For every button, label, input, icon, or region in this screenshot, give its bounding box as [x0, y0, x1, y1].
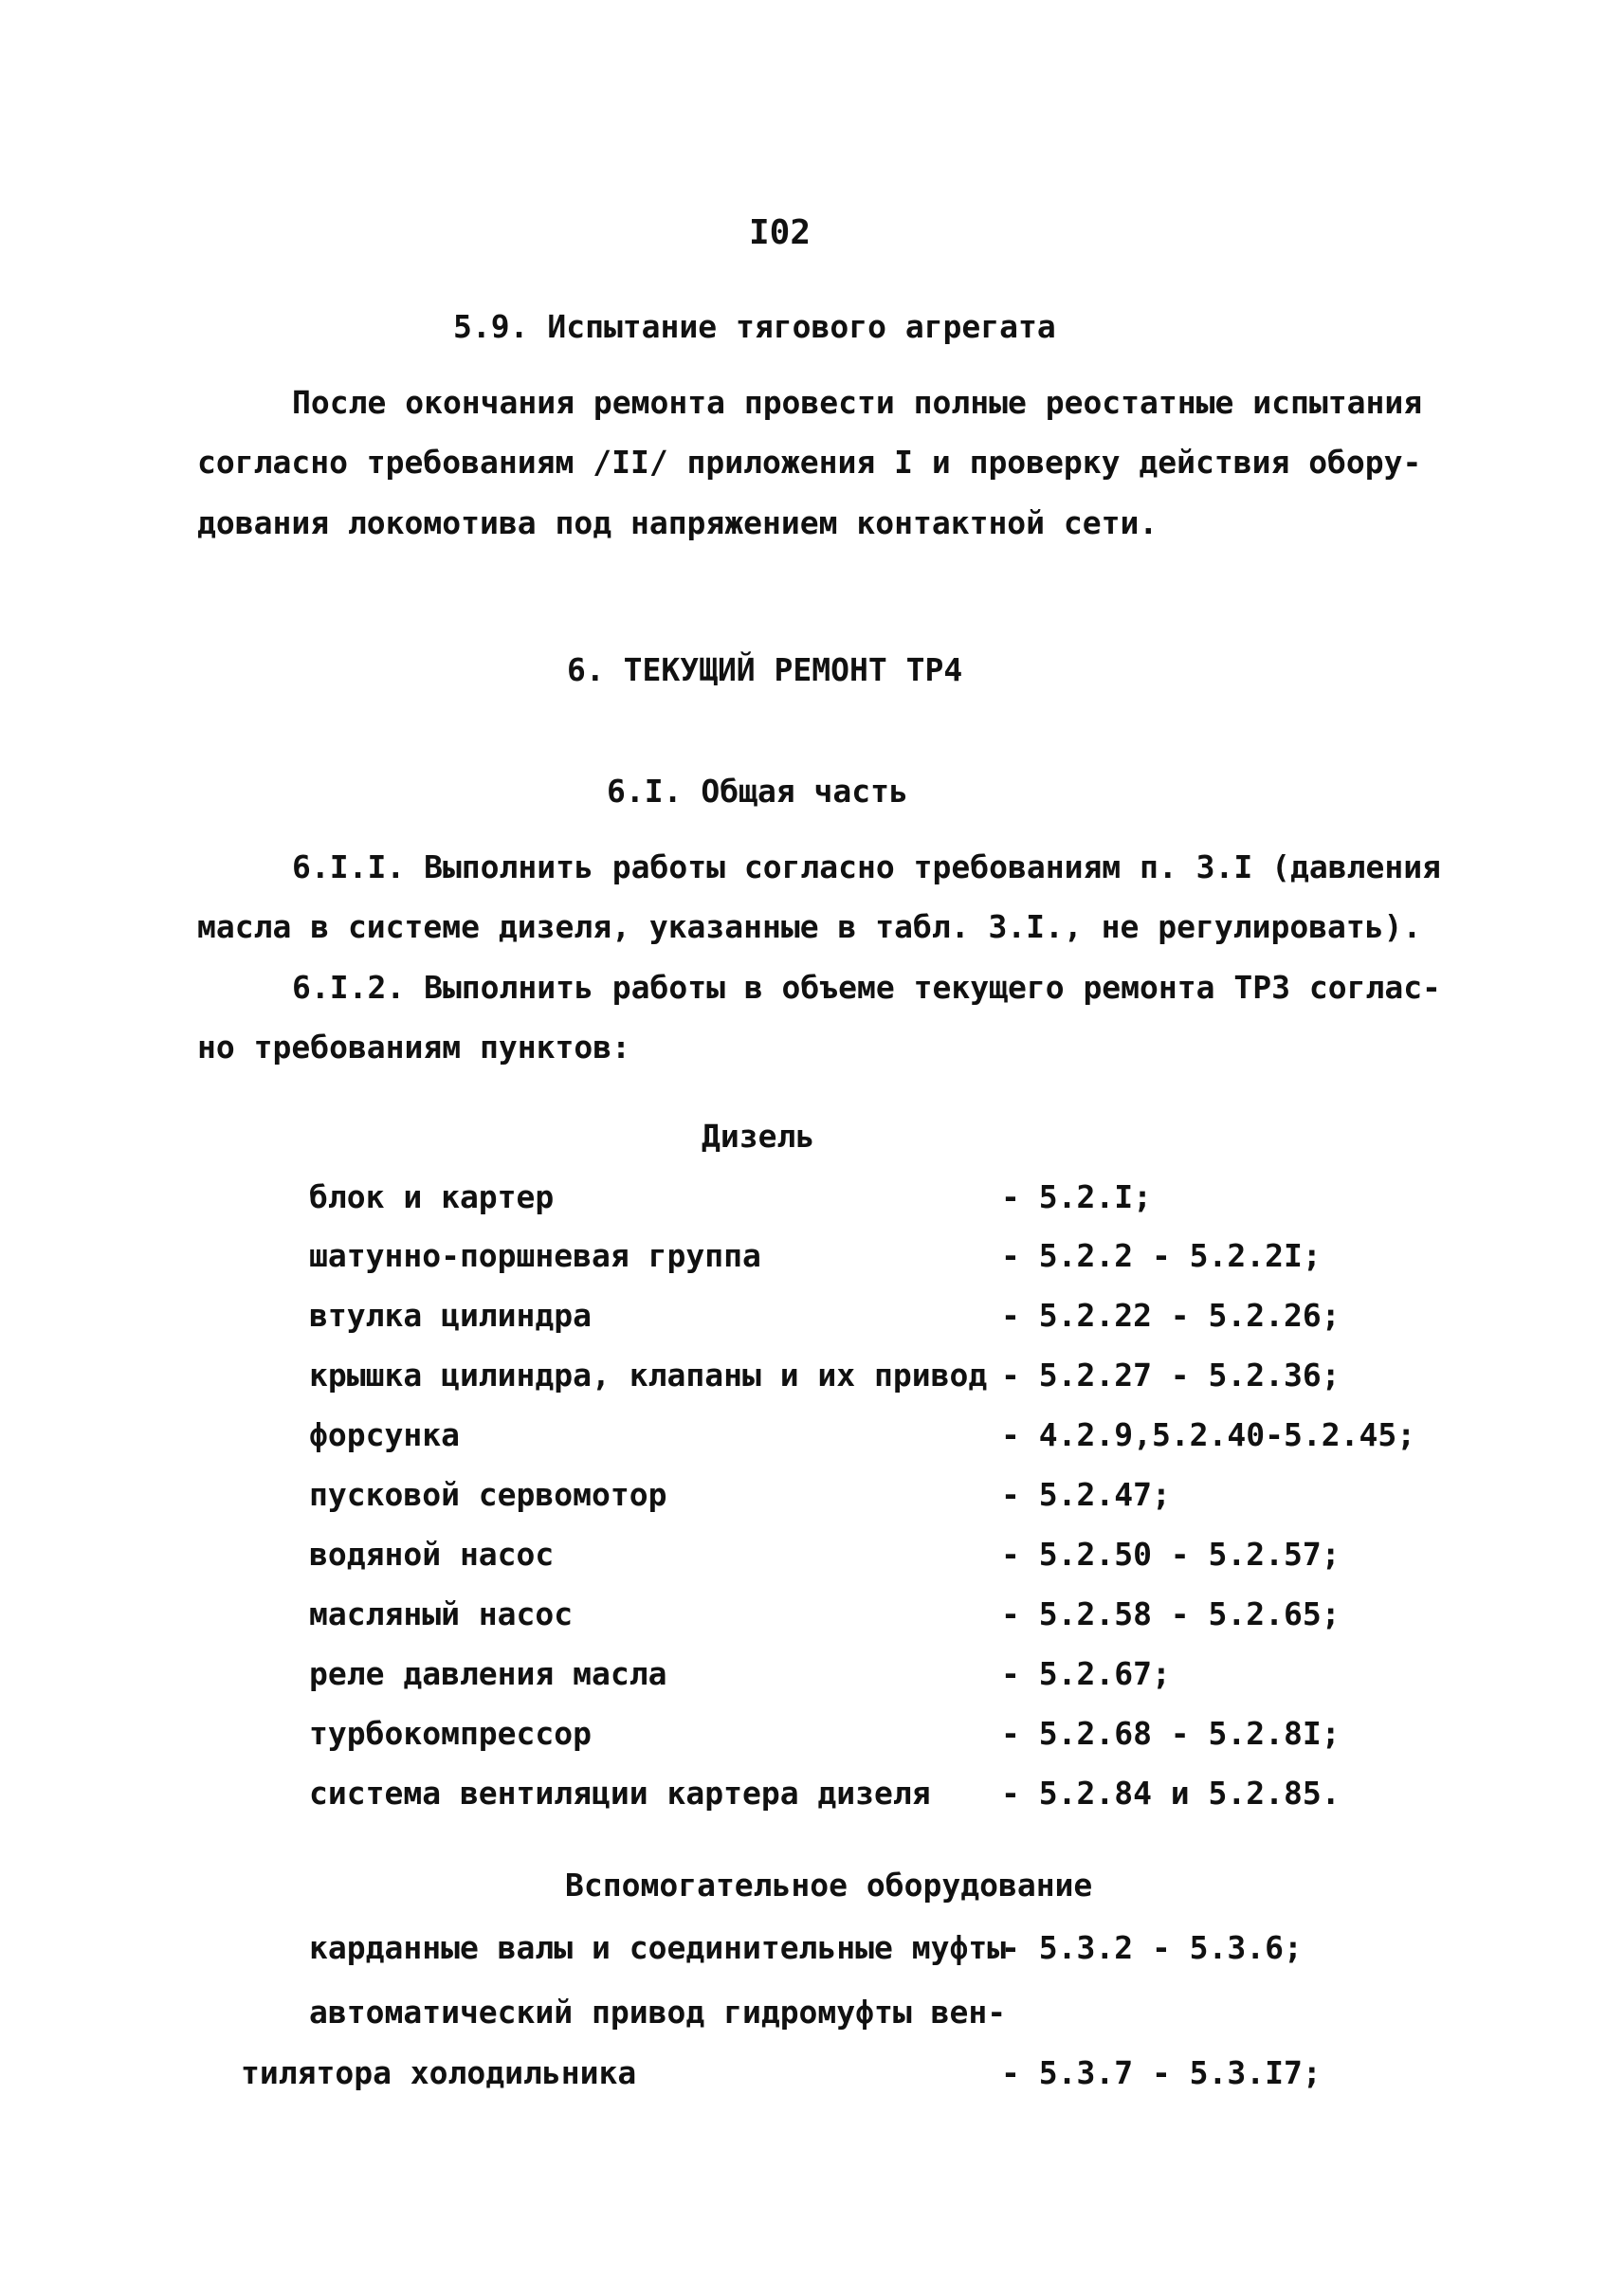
- item-6-1-2-line: но требованиям пунктов:: [197, 1029, 630, 1066]
- diesel-row-ref: - 5.2.68 - 5.2.8I;: [1001, 1715, 1341, 1752]
- section-5-9-paragraph-line: дования локомотива под напряжением контактной сети.: [197, 504, 1159, 541]
- diesel-row-name: реле давления масла: [309, 1655, 667, 1692]
- diesel-row: [309, 1416, 1447, 1454]
- diesel-row-name: масляный насос: [309, 1595, 574, 1632]
- auxiliary-row-name: карданные валы и соединительные муфты: [309, 1929, 1007, 1966]
- diesel-row-ref: - 5.2.2 - 5.2.2I;: [1001, 1237, 1322, 1274]
- auxiliary-row: [309, 1994, 1447, 2032]
- diesel-row: [309, 1715, 1447, 1753]
- auxiliary-row-name: автоматический привод гидромуфты вен-: [309, 1994, 1007, 2031]
- diesel-row-name: втулка цилиндра: [309, 1297, 593, 1334]
- diesel-row: [309, 1297, 1447, 1335]
- auxiliary-row-ref: - 5.3.7 - 5.3.I7;: [1001, 2054, 1322, 2091]
- diesel-row: [309, 1357, 1447, 1394]
- diesel-row-name: крышка цилиндра, клапаны и их привод: [309, 1357, 988, 1394]
- diesel-heading: Дизель: [702, 1118, 815, 1155]
- diesel-row-ref: - 5.2.50 - 5.2.57;: [1001, 1536, 1341, 1573]
- diesel-row: [309, 1655, 1447, 1693]
- diesel-row: [309, 1536, 1447, 1574]
- diesel-row-name: блок и картер: [309, 1178, 555, 1215]
- section-5-9-paragraph-line: После окончания ремонта провести полные реостатные испытания: [292, 384, 1423, 421]
- diesel-row-ref: - 4.2.9,5.2.40-5.2.45;: [1001, 1416, 1416, 1453]
- diesel-row: [309, 1237, 1447, 1275]
- page-number: I02: [749, 213, 812, 252]
- item-6-1-1-line: 6.I.I. Выполнить работы согласно требованиям п. 3.I (давления: [292, 848, 1441, 885]
- diesel-row: [309, 1476, 1447, 1514]
- diesel-row-name: система вентиляции картера дизеля: [309, 1775, 931, 1812]
- diesel-row-name: шатунно-поршневая группа: [309, 1237, 761, 1274]
- diesel-row: [309, 1595, 1447, 1633]
- diesel-row-name: турбокомпрессор: [309, 1715, 593, 1752]
- diesel-row-ref: - 5.2.67;: [1001, 1655, 1171, 1692]
- diesel-row-ref: - 5.2.84 и 5.2.85.: [1001, 1775, 1341, 1812]
- diesel-row-ref: - 5.2.22 - 5.2.26;: [1001, 1297, 1341, 1334]
- auxiliary-heading: Вспомогательное оборудование: [565, 1867, 1093, 1904]
- auxiliary-row: [309, 1929, 1447, 1967]
- auxiliary-row-ref: - 5.3.2 - 5.3.6;: [1001, 1929, 1303, 1966]
- auxiliary-row-name-continued: тилятора холодильника: [241, 2054, 637, 2091]
- item-6-1-1-line: масла в системе дизеля, указанные в табл. 3.I., не регулировать).: [197, 908, 1422, 945]
- section-6-heading: 6. ТЕКУЩИЙ РЕМОНТ ТР4: [567, 651, 963, 688]
- diesel-row-ref: - 5.2.58 - 5.2.65;: [1001, 1595, 1341, 1632]
- diesel-row: [309, 1775, 1447, 1813]
- diesel-row-ref: - 5.2.27 - 5.2.36;: [1001, 1357, 1341, 1394]
- diesel-row-ref: - 5.2.47;: [1001, 1476, 1171, 1513]
- item-6-1-2-line: 6.I.2. Выполнить работы в объеме текущего ремонта ТР3 соглас-: [292, 969, 1441, 1006]
- section-5-9-paragraph-line: согласно требованиям /II/ приложения I и проверку действия обору-: [197, 444, 1422, 481]
- diesel-row: [309, 1178, 1447, 1216]
- section-5-9-heading: 5.9. Испытание тягового агрегата: [453, 308, 1056, 345]
- diesel-row-name: форсунка: [309, 1416, 460, 1453]
- diesel-row-name: пусковой сервомотор: [309, 1476, 667, 1513]
- diesel-row-ref: - 5.2.I;: [1001, 1178, 1152, 1215]
- section-6-1-subheading: 6.I. Общая часть: [607, 773, 908, 810]
- diesel-row-name: водяной насос: [309, 1536, 555, 1573]
